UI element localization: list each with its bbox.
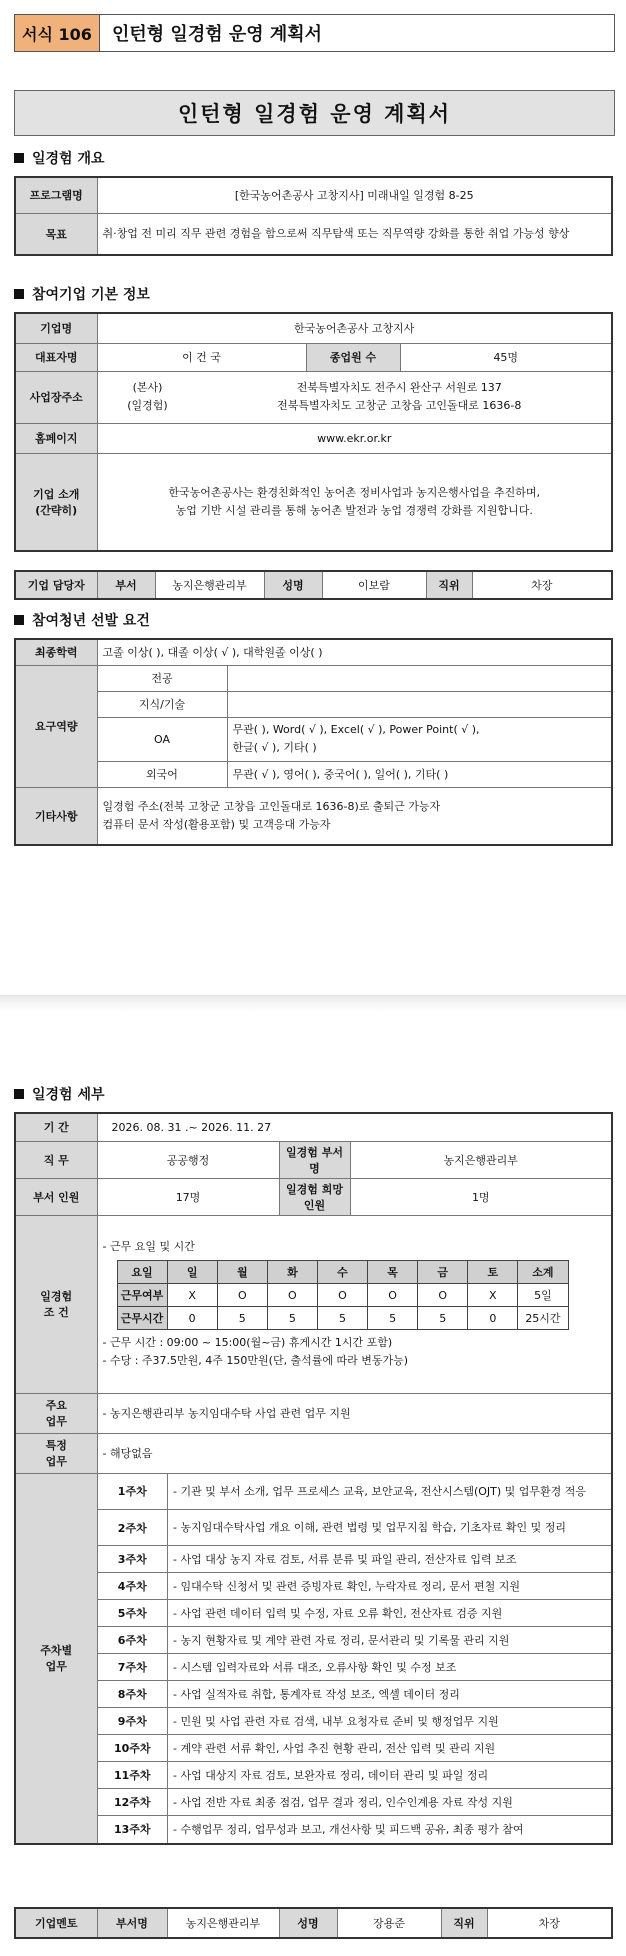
week-task: - 사업 전반 자료 최종 점검, 업무 결과 정리, 인수인계용 자료 작성 지원	[168, 1789, 612, 1816]
week-task: - 사업 실적자료 취합, 통계자료 작성 보조, 엑셀 데이터 정리	[168, 1681, 612, 1708]
staff-value: 17명	[97, 1178, 279, 1215]
week-row	[98, 1474, 612, 1510]
week-row	[98, 1654, 612, 1681]
week-number: 5주차	[98, 1600, 168, 1627]
goal-label: 목표	[15, 213, 97, 255]
form-number-badge: 서식 106	[15, 15, 100, 51]
week-number: 9주차	[98, 1708, 168, 1735]
document-title: 인턴형 일경험 운영 계획서	[14, 90, 615, 136]
mentor-label: 기업멘토	[15, 1908, 97, 1938]
major-label: 전공	[97, 665, 227, 691]
week-row	[98, 1600, 612, 1627]
week-task: - 사업 대상 농지 자료 검토, 서류 분류 및 파일 관리, 전산자료 입력 보조	[168, 1546, 612, 1573]
intro-value: 한국농어촌공사는 환경친화적인 농어촌 정비사업과 농지은행사업을 추진하며, 농업 기반 시설 관리를 통해 농어촌 발전과 농업 경쟁력 강화를 지원합니다.	[97, 453, 612, 551]
hq-address: 전북특별자치도 전주시 완산구 서원로 137	[296, 381, 502, 394]
conditions-label: 일경험 조 건	[15, 1215, 97, 1393]
work-schedule-table	[117, 1260, 569, 1330]
week-row	[98, 1510, 612, 1546]
week-task: - 농지임대수탁사업 개요 이해, 관련 법령 및 업무지침 학습, 기초자료 확인 및 정리	[168, 1510, 612, 1546]
mentor-position-label: 직위	[441, 1908, 487, 1938]
week-task: - 민원 및 사업 관련 자료 검색, 내부 요청자료 준비 및 행정업무 지원	[168, 1708, 612, 1735]
week-number: 6주차	[98, 1627, 168, 1654]
week-number: 13주차	[98, 1816, 168, 1843]
week-task: - 시스템 입력자료와 서류 대조, 오류사항 확인 및 수정 보조	[168, 1654, 612, 1681]
mentor-dept-label: 부서명	[97, 1908, 167, 1938]
program-value: [한국농어촌공사 고창지사] 미래내일 일경험 8-25	[97, 177, 612, 213]
mentor-name-value: 장용준	[337, 1908, 441, 1938]
homepage-label: 홈페이지	[15, 423, 97, 453]
week-number: 1주차	[98, 1474, 168, 1510]
page-separator	[0, 995, 626, 1012]
mentor-position-value: 차장	[487, 1908, 612, 1938]
schedule-header-row: 요일 일 월 화 수 목 금 토 소계	[117, 1261, 568, 1284]
week-row	[98, 1627, 612, 1654]
manager-name-value: 이보람	[322, 571, 426, 599]
address-label: 사업장주소	[15, 371, 97, 423]
square-bullet-icon	[14, 1089, 24, 1099]
company-manager-table	[14, 570, 613, 600]
special-duty-label: 특정 업무	[15, 1433, 97, 1473]
main-duty-value: - 농지은행관리부 농지임대수탁 사업 관련 업무 지원	[97, 1393, 612, 1433]
site-address: 전북특별자치도 고창군 고창읍 고인돌대로 1636-8	[277, 399, 522, 412]
manager-position-value: 차장	[472, 571, 612, 599]
square-bullet-icon	[14, 615, 24, 625]
conditions-value: - 근무 요일 및 시간 요일 일 월 화 수 목 금 토 소계 근무여부 X O O O O O X 5일 근무시간 0 5 5 5 5 5 0 25시간 - 근무 시간 : 09:00 ~ 15:00(월~금) 휴게시간 1시간 포함) - 수당 : 주37.5만원, 4주 150만원(단, 출석률에 따라 변동가능)	[97, 1215, 612, 1393]
manager-dept-value: 농지은행관리부	[155, 571, 264, 599]
company-name-label: 기업명	[15, 313, 97, 343]
mentor-dept-value: 농지은행관리부	[167, 1908, 279, 1938]
homepage-value: www.ekr.or.kr	[97, 423, 612, 453]
requirements-table	[14, 638, 613, 846]
employees-label: 종업원 수	[306, 343, 400, 371]
skill-value	[227, 691, 612, 717]
page-2	[0, 1012, 626, 1956]
ceo-label: 대표자명	[15, 343, 97, 371]
manager-name-label: 성명	[264, 571, 322, 599]
staff-label: 부서 인원	[15, 1178, 97, 1215]
period-label: 기 간	[15, 1113, 97, 1141]
company-info-table	[14, 312, 613, 552]
duty-value: 공공행정	[97, 1141, 279, 1178]
week-row	[98, 1816, 612, 1843]
form-title: 인턴형 일경험 운영 계획서	[112, 24, 323, 45]
hope-count-label: 일경험 희망 인원	[279, 1178, 350, 1215]
section-heading-overview: 일경험 개요	[14, 148, 105, 168]
duty-label: 직 무	[15, 1141, 97, 1178]
schedule-workday-row: 근무여부 X O O O O O X 5일	[117, 1284, 568, 1307]
week-task: - 사업 관련 데이터 입력 및 수정, 자료 오류 확인, 전산자료 검증 지원	[168, 1600, 612, 1627]
work-dept-value: 농지은행관리부	[350, 1141, 612, 1178]
form-header	[14, 14, 615, 52]
week-number: 4주차	[98, 1573, 168, 1600]
hope-count-value: 1명	[350, 1178, 612, 1215]
manager-dept-label: 부서	[97, 571, 155, 599]
weekly-duty-cell	[97, 1473, 612, 1844]
ceo-value: 이 건 국	[97, 343, 306, 371]
section-heading-details: 일경험 세부	[14, 1084, 105, 1104]
week-row	[98, 1708, 612, 1735]
hq-label: (본사)	[132, 381, 163, 394]
section-heading-company-info: 참여기업 기본 정보	[14, 284, 150, 304]
program-label: 프로그램명	[15, 177, 97, 213]
week-number: 3주차	[98, 1546, 168, 1573]
etc-value: 일경험 주소(전북 고창군 고창읍 고인돌대로 1636-8)로 출퇴근 가능자 컴퓨터 문서 작성(활용포함) 및 고객응대 가능자	[97, 787, 612, 845]
education-label: 최종학력	[15, 639, 97, 665]
oa-value: 무관( ), Word( √ ), Excel( √ ), Power Point( √ ), 한글( √ ), 기타( )	[227, 717, 612, 761]
week-number: 2주차	[98, 1510, 168, 1546]
special-duty-value: - 해당없음	[97, 1433, 612, 1473]
week-number: 10주차	[98, 1735, 168, 1762]
week-row	[98, 1681, 612, 1708]
etc-label: 기타사항	[15, 787, 97, 845]
week-task: - 계약 관련 서류 확인, 사업 추진 현황 관리, 전산 입력 및 관리 지원	[168, 1735, 612, 1762]
section-heading-requirements: 참여청년 선발 요건	[14, 610, 150, 630]
work-dept-label: 일경험 부서명	[279, 1141, 350, 1178]
weekly-duty-table	[98, 1474, 612, 1843]
week-number: 8주차	[98, 1681, 168, 1708]
language-value: 무관( √ ), 영어( ), 중국어( ), 일어( ), 기타( )	[227, 761, 612, 787]
week-task: - 농지 현황자료 및 계약 관련 자료 정리, 문서관리 및 기록물 관리 지원	[168, 1627, 612, 1654]
competency-label: 요구역량	[15, 665, 97, 787]
oa-label: OA	[97, 717, 227, 761]
schedule-hours-row: 근무시간 0 5 5 5 5 5 0 25시간	[117, 1307, 568, 1330]
week-row	[98, 1573, 612, 1600]
mentor-table	[14, 1907, 613, 1939]
week-task: - 사업 대상지 자료 검토, 보완자료 정리, 데이터 관리 및 파일 정리	[168, 1762, 612, 1789]
week-number: 7주차	[98, 1654, 168, 1681]
mentor-name-label: 성명	[279, 1908, 337, 1938]
details-table	[14, 1112, 613, 1845]
week-row	[98, 1789, 612, 1816]
manager-position-label: 직위	[426, 571, 472, 599]
week-number: 11주차	[98, 1762, 168, 1789]
week-task: - 기관 및 부서 소개, 업무 프로세스 교육, 보안교육, 전산시스템(OJT) 및 업무환경 적응	[168, 1474, 612, 1510]
week-row	[98, 1546, 612, 1573]
language-label: 외국어	[97, 761, 227, 787]
skill-label: 지식/기술	[97, 691, 227, 717]
major-value	[227, 665, 612, 691]
week-row	[98, 1762, 612, 1789]
goal-value: 취·창업 전 미리 직무 관련 경험을 함으로써 직무탐색 또는 직무역량 강화를 통한 취업 가능성 향상	[97, 213, 612, 255]
overview-table	[14, 176, 613, 256]
employees-value: 45명	[400, 343, 612, 371]
main-duty-label: 주요 업무	[15, 1393, 97, 1433]
week-number: 12주차	[98, 1789, 168, 1816]
period-value: 2026. 08. 31 .~ 2026. 11. 27	[97, 1113, 612, 1141]
weekly-duty-label: 주차별 업무	[15, 1473, 97, 1844]
education-value: 고졸 이상( ), 대졸 이상( √ ), 대학원졸 이상( )	[97, 639, 612, 665]
manager-label: 기업 담당자	[15, 571, 97, 599]
site-label: (일경험)	[127, 399, 168, 412]
address-value	[97, 371, 612, 423]
intro-label: 기업 소개 (간략히)	[15, 453, 97, 551]
square-bullet-icon	[14, 153, 24, 163]
week-task: - 임대수탁 신청서 및 관련 증빙자료 확인, 누락자료 정리, 문서 편철 지원	[168, 1573, 612, 1600]
square-bullet-icon	[14, 289, 24, 299]
week-task: - 수행업무 정리, 업무성과 보고, 개선사항 및 피드백 공유, 최종 평가 참여	[168, 1816, 612, 1843]
week-row	[98, 1735, 612, 1762]
company-name-value: 한국농어촌공사 고창지사	[97, 313, 612, 343]
